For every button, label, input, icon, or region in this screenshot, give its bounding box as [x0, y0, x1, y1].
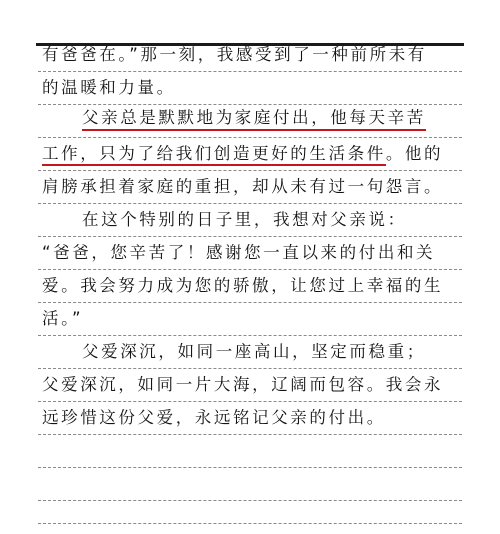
line-8 — [38, 269, 462, 303]
underlined-phrase: 工作，只为了给我们创造更好的生活条件 — [42, 144, 386, 166]
line-11 — [38, 368, 462, 402]
line-text: 的温暖和力量。 — [42, 78, 176, 97]
line-text: 父爱深沉，如同一座高山，坚定而稳重； — [82, 342, 426, 361]
line-5 — [38, 170, 462, 204]
line-text-rest: 。他的 — [385, 144, 444, 163]
line-text: 活。” — [42, 309, 84, 328]
line-text: 有爸爸在。”那一刻，我感受到了一种前所未有 — [42, 45, 427, 64]
line-text: 远珍惜这份父爱，永远铭记父亲的付出。 — [42, 408, 386, 427]
line-text — [42, 144, 443, 164]
line-12 — [38, 401, 462, 435]
line-9 — [38, 302, 462, 336]
line-1 — [38, 38, 462, 72]
line-text: 肩膀承担着家庭的重担，却从未有过一句怨言。 — [42, 177, 444, 196]
line-10 — [38, 335, 462, 369]
line-6 — [38, 203, 462, 237]
blank-line — [38, 434, 462, 468]
line-text: 爱。我会努力成为您的骄傲，让您过上幸福的生 — [42, 276, 444, 295]
line-4 — [38, 137, 462, 171]
line-text: “爸爸，您辛苦了！感谢您一直以来的付出和关 — [42, 243, 436, 262]
blank-line — [38, 490, 462, 524]
underlined-line-text: 父亲总是默默地为家庭付出，他每天辛苦 — [82, 108, 426, 131]
line-7 — [38, 236, 462, 270]
line-text: 父爱深沉，如同一片大海，辽阔而包容。我会永 — [42, 375, 444, 394]
line-text: 在这个特别的日子里，我想对父亲说： — [82, 210, 407, 229]
line-2 — [38, 71, 462, 105]
line-3 — [38, 104, 462, 138]
